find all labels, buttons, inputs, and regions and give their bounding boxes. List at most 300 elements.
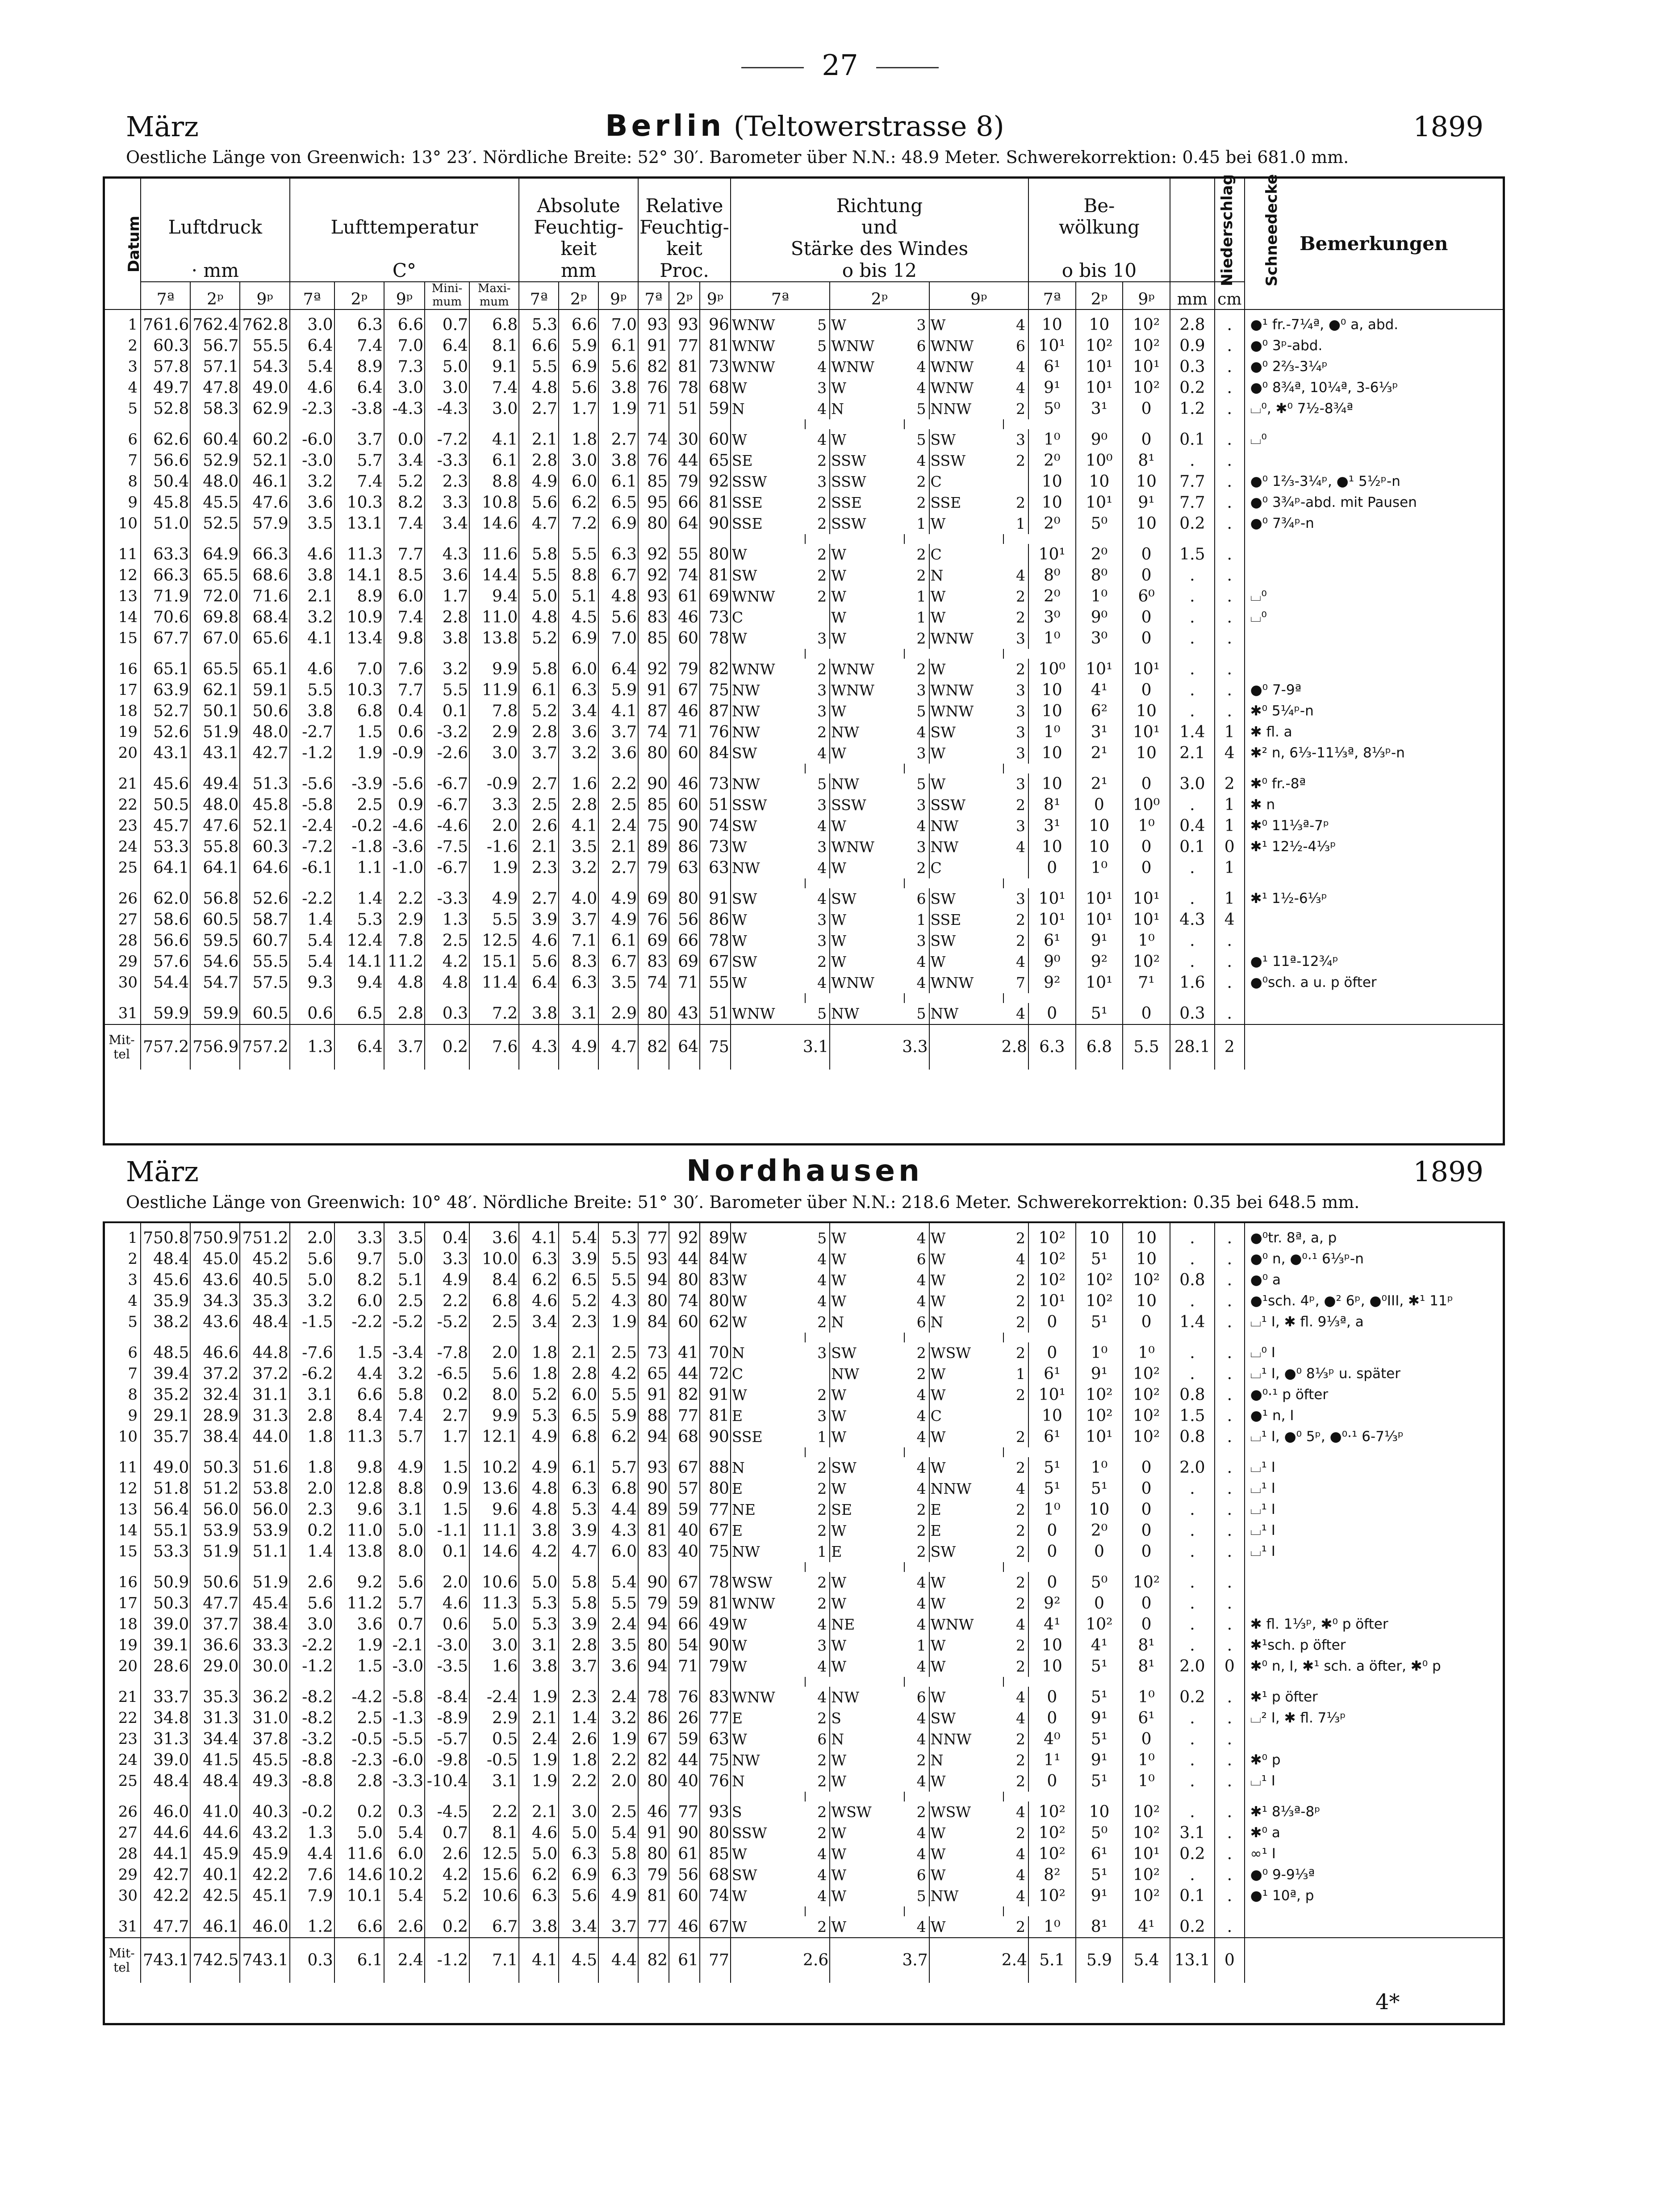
wind-force-9p: 3 bbox=[1003, 815, 1028, 836]
wind-force-9p: 4 bbox=[1003, 1885, 1028, 1906]
remarks: ●⁰tr. 8ª, a, p bbox=[1250, 1230, 1337, 1246]
temp-2p: 6.3 bbox=[334, 309, 384, 335]
temp-max: 10.2 bbox=[469, 1457, 519, 1478]
wind-dir-7a: SSW bbox=[731, 1824, 767, 1842]
cloud-7a: 2⁰ bbox=[1028, 450, 1076, 471]
snow-depth: . bbox=[1215, 1708, 1245, 1729]
wind-dir-2p: W bbox=[831, 1229, 847, 1247]
temp-max: 0.5 bbox=[469, 1729, 519, 1750]
spacer-cell bbox=[1170, 1333, 1215, 1342]
day: 19 bbox=[105, 1635, 141, 1656]
unit-header: mm bbox=[1170, 282, 1215, 309]
remarks: ✱¹ 8⅓ª-8ᵖ bbox=[1250, 1804, 1321, 1820]
wind-dir-9p: E bbox=[930, 1501, 941, 1518]
day: 27 bbox=[105, 909, 141, 930]
wind-dir-7a: W bbox=[731, 1313, 747, 1331]
spacer-cell bbox=[240, 1447, 289, 1457]
wind-dir-9p: W bbox=[930, 1574, 946, 1591]
temp-2p: 9.4 bbox=[334, 972, 384, 993]
cloud-2p: 5¹ bbox=[1076, 1478, 1123, 1499]
cloud-9p: 10² bbox=[1123, 1864, 1170, 1885]
rel-hum-9p: 91 bbox=[700, 888, 731, 909]
cloud-9p: 0 bbox=[1123, 680, 1170, 701]
wind-dir-7a: WSW bbox=[731, 1574, 773, 1591]
pressure-7a: 42.7 bbox=[141, 1864, 190, 1885]
temp-7a: 5.4 bbox=[290, 930, 334, 951]
wind-force-9p: 2 bbox=[1003, 1426, 1028, 1447]
spacer-cell bbox=[105, 1677, 141, 1687]
cloud-2p: 5¹ bbox=[1076, 1687, 1123, 1708]
precipitation: . bbox=[1170, 1572, 1215, 1593]
cloud-9p: 10² bbox=[1123, 1405, 1170, 1426]
spacer-cell bbox=[638, 534, 669, 544]
spacer-cell bbox=[669, 1562, 700, 1572]
cloud-2p: 0 bbox=[1076, 1593, 1123, 1614]
wind-dir-2p: S bbox=[831, 1710, 841, 1727]
cloud-2p: 8⁰ bbox=[1076, 565, 1123, 586]
rel-hum-7a: 85 bbox=[638, 471, 669, 492]
wind-force-7a: 3 bbox=[805, 471, 830, 492]
precipitation: 3.1 bbox=[1170, 1822, 1215, 1843]
temp-min: -8.4 bbox=[425, 1687, 469, 1708]
temp-2p: 1.9 bbox=[334, 743, 384, 764]
rel-hum-7a: 75 bbox=[638, 815, 669, 836]
table-row bbox=[105, 1426, 1503, 1447]
spacer-cell bbox=[904, 1792, 929, 1801]
temp-min: 2.2 bbox=[425, 1291, 469, 1312]
rel-hum-9p: 90 bbox=[700, 1426, 731, 1447]
rel-hum-2p: 77 bbox=[669, 1801, 700, 1822]
abs-hum-9p: 6.1 bbox=[598, 335, 638, 356]
wind-force-2p: 2 bbox=[904, 659, 929, 680]
abs-hum-9p: 6.7 bbox=[598, 565, 638, 586]
temp-2p: 3.7 bbox=[334, 429, 384, 450]
mean-wind-force: 3.1 bbox=[731, 1024, 830, 1070]
spacer-cell bbox=[1215, 764, 1245, 773]
rel-hum-2p: 90 bbox=[669, 1822, 700, 1843]
time-header: 9ᵖ bbox=[929, 282, 1028, 309]
day: 9 bbox=[105, 1405, 141, 1426]
spacer-cell bbox=[805, 534, 830, 544]
spacer-cell bbox=[1028, 1447, 1076, 1457]
remarks bbox=[1245, 1572, 1503, 1593]
spacer-cell bbox=[1215, 1447, 1245, 1457]
precipitation: 1.4 bbox=[1170, 1312, 1215, 1333]
spacer-cell bbox=[290, 1792, 334, 1801]
spacer-cell bbox=[141, 1562, 190, 1572]
cloud-9p: 0 bbox=[1123, 429, 1170, 450]
cloud-7a: 9² bbox=[1028, 1593, 1076, 1614]
wind-force-7a: 2 bbox=[805, 722, 830, 743]
temp-9p: -3.4 bbox=[384, 1342, 425, 1363]
remarks-cell bbox=[1245, 1938, 1503, 1983]
precipitation: 2.0 bbox=[1170, 1656, 1215, 1677]
cloud-7a: 1¹ bbox=[1028, 1750, 1076, 1771]
precipitation: 0.2 bbox=[1170, 377, 1215, 398]
rel-hum-7a: 78 bbox=[638, 1687, 669, 1708]
table-row bbox=[105, 1384, 1503, 1405]
spacer-cell bbox=[700, 1792, 731, 1801]
wind-dir-2p: W bbox=[831, 859, 847, 877]
cloud-9p: 10 bbox=[1123, 1291, 1170, 1312]
cloud-9p: 7¹ bbox=[1123, 972, 1170, 993]
cloud-7a: 10 bbox=[1028, 836, 1076, 857]
rel-hum-7a: 81 bbox=[638, 1520, 669, 1541]
temp-7a: 1.4 bbox=[290, 909, 334, 930]
wind-dir-2p: W bbox=[831, 953, 847, 970]
temp-2p: 6.0 bbox=[334, 1291, 384, 1312]
spacer-cell bbox=[290, 764, 334, 773]
cloud-7a: 0 bbox=[1028, 857, 1076, 878]
abs-hum-2p: 4.5 bbox=[559, 607, 598, 628]
pressure-9p: 62.9 bbox=[240, 398, 289, 419]
abs-hum-9p: 6.9 bbox=[598, 513, 638, 534]
spacer-cell bbox=[105, 649, 141, 659]
day: 12 bbox=[105, 565, 141, 586]
spacer-cell bbox=[334, 993, 384, 1003]
rel-hum-7a: 91 bbox=[638, 1822, 669, 1843]
cloud-2p: 10¹ bbox=[1076, 972, 1123, 993]
day: 21 bbox=[105, 1687, 141, 1708]
abs-hum-2p: 5.6 bbox=[559, 1885, 598, 1906]
temp-2p: 2.5 bbox=[334, 794, 384, 815]
temp-min: -5.2 bbox=[425, 1312, 469, 1333]
temp-7a: -6.2 bbox=[290, 1363, 334, 1384]
spacer-cell bbox=[240, 1677, 289, 1687]
cloud-7a: 1⁰ bbox=[1028, 429, 1076, 450]
cloud-9p: 10 bbox=[1123, 743, 1170, 764]
rel-hum-9p: 70 bbox=[700, 1342, 731, 1363]
precipitation: 0.4 bbox=[1170, 815, 1215, 836]
rel-hum-7a: 83 bbox=[638, 607, 669, 628]
wind-force-2p: 2 bbox=[904, 471, 929, 492]
snow-depth: . bbox=[1215, 1342, 1245, 1363]
mean-value: 6.4 bbox=[334, 1024, 384, 1070]
temp-min: -3.3 bbox=[425, 450, 469, 471]
snow-depth: . bbox=[1215, 309, 1245, 335]
wind-force-7a: 2 bbox=[805, 544, 830, 565]
pressure-9p: 65.1 bbox=[240, 659, 289, 680]
wind-dir-7a: WNW bbox=[731, 660, 775, 678]
rel-hum-2p: 67 bbox=[669, 680, 700, 701]
temp-9p: 7.4 bbox=[384, 513, 425, 534]
temp-min: 3.3 bbox=[425, 492, 469, 513]
remarks: ⌴¹ I bbox=[1250, 1773, 1275, 1789]
precipitation: . bbox=[1170, 1864, 1215, 1885]
temp-max: 3.3 bbox=[469, 794, 519, 815]
precipitation: . bbox=[1170, 586, 1215, 607]
spacer-cell bbox=[1215, 1562, 1245, 1572]
rel-hum-9p: 81 bbox=[700, 335, 731, 356]
temp-max: 8.0 bbox=[469, 1384, 519, 1405]
cloud-7a: 2⁰ bbox=[1028, 513, 1076, 534]
temp-max: 2.5 bbox=[469, 1312, 519, 1333]
wind-force-9p: 4 bbox=[1003, 1843, 1028, 1864]
cloud-9p: 10¹ bbox=[1123, 888, 1170, 909]
wind-force-9p: 2 bbox=[1003, 1771, 1028, 1792]
rel-hum-9p: 74 bbox=[700, 815, 731, 836]
temp-7a: 1.2 bbox=[290, 1916, 334, 1938]
day: 8 bbox=[105, 1384, 141, 1405]
abs-hum-2p: 1.4 bbox=[559, 1708, 598, 1729]
pressure-9p: 60.2 bbox=[240, 429, 289, 450]
wind-dir-2p: W bbox=[831, 1595, 847, 1612]
temp-2p: 12.8 bbox=[334, 1478, 384, 1499]
temp-9p: 0.0 bbox=[384, 429, 425, 450]
temp-9p: -5.6 bbox=[384, 773, 425, 794]
spacer-cell bbox=[638, 1333, 669, 1342]
rel-hum-9p: 73 bbox=[700, 607, 731, 628]
pressure-9p: 45.9 bbox=[240, 1843, 289, 1864]
temp-min: 4.2 bbox=[425, 951, 469, 972]
wind-force-7a bbox=[805, 607, 830, 628]
mean-snow: 2 bbox=[1215, 1024, 1245, 1070]
pressure-7a: 49.0 bbox=[141, 1457, 190, 1478]
day: 12 bbox=[105, 1478, 141, 1499]
pressure-2p: 34.4 bbox=[190, 1729, 240, 1750]
wind-force-2p: 6 bbox=[904, 335, 929, 356]
temp-2p: 7.4 bbox=[334, 471, 384, 492]
remarks: ⌴⁰ bbox=[1250, 431, 1267, 447]
cloud-2p: 10¹ bbox=[1076, 888, 1123, 909]
pressure-9p: 35.3 bbox=[240, 1291, 289, 1312]
spacer-cell bbox=[1028, 878, 1076, 888]
abs-hum-2p: 3.9 bbox=[559, 1614, 598, 1635]
wind-force-7a: 4 bbox=[805, 1864, 830, 1885]
pressure-2p: 54.7 bbox=[190, 972, 240, 993]
spacer-cell bbox=[830, 1447, 904, 1457]
rel-hum-9p: 93 bbox=[700, 1801, 731, 1822]
luftdruck-header: Luftdruck · mm bbox=[141, 179, 290, 282]
pressure-2p: 47.8 bbox=[190, 377, 240, 398]
wind-dir-2p: NW bbox=[831, 1689, 860, 1706]
spacer-cell bbox=[240, 1333, 289, 1342]
spacer-cell bbox=[1076, 1906, 1123, 1916]
temp-9p: 3.5 bbox=[384, 1223, 425, 1249]
pressure-9p: 52.1 bbox=[240, 450, 289, 471]
cloud-7a: 5¹ bbox=[1028, 1457, 1076, 1478]
pressure-2p: 43.1 bbox=[190, 743, 240, 764]
cloud-7a: 10 bbox=[1028, 743, 1076, 764]
remarks: ✱¹ p öfter bbox=[1250, 1689, 1318, 1705]
wind-force-9p: 3 bbox=[1003, 888, 1028, 909]
pressure-9p: 40.3 bbox=[240, 1801, 289, 1822]
rel-hum-7a: 82 bbox=[638, 1750, 669, 1771]
table-row bbox=[105, 398, 1503, 419]
pressure-9p: 44.0 bbox=[240, 1426, 289, 1447]
snow-depth: . bbox=[1215, 1384, 1245, 1405]
cloud-7a: 10 bbox=[1028, 701, 1076, 722]
wind-force-7a: 4 bbox=[805, 1885, 830, 1906]
spacer-cell bbox=[559, 649, 598, 659]
wind-dir-7a: W bbox=[731, 1616, 747, 1633]
abs-hum-2p: 3.5 bbox=[559, 836, 598, 857]
cloud-9p: 10 bbox=[1123, 1249, 1170, 1270]
rel-hum-2p: 64 bbox=[669, 513, 700, 534]
temp-9p: 2.6 bbox=[384, 1916, 425, 1938]
cloud-2p: 9¹ bbox=[1076, 1363, 1123, 1384]
precipitation: . bbox=[1170, 1729, 1215, 1750]
cloud-7a: 2⁰ bbox=[1028, 586, 1076, 607]
time-header: Maxi- mum bbox=[469, 282, 519, 309]
remarks: ●⁰ n, ●⁰·¹ 6⅓ᵖ-n bbox=[1250, 1251, 1364, 1267]
cloud-2p: 5¹ bbox=[1076, 1656, 1123, 1677]
pressure-7a: 48.4 bbox=[141, 1249, 190, 1270]
rel-hum-7a: 74 bbox=[638, 722, 669, 743]
precipitation: . bbox=[1170, 1614, 1215, 1635]
table-row bbox=[105, 377, 1503, 398]
rel-hum-2p: 77 bbox=[669, 335, 700, 356]
day: 7 bbox=[105, 1363, 141, 1384]
temp-min: 4.6 bbox=[425, 1593, 469, 1614]
temp-max: 11.0 bbox=[469, 607, 519, 628]
rel-hum-2p: 54 bbox=[669, 1635, 700, 1656]
abs-hum-2p: 5.9 bbox=[559, 335, 598, 356]
rel-hum-2p: 93 bbox=[669, 309, 700, 335]
temp-9p: 7.7 bbox=[384, 544, 425, 565]
pressure-7a: 48.5 bbox=[141, 1342, 190, 1363]
spacer-cell bbox=[519, 1333, 559, 1342]
wind-dir-7a: W bbox=[731, 1658, 747, 1675]
remarks bbox=[1245, 857, 1503, 878]
rel-hum-7a: 73 bbox=[638, 1342, 669, 1363]
spacer-cell bbox=[1028, 1333, 1076, 1342]
temp-7a: 2.8 bbox=[290, 1405, 334, 1426]
wind-dir-9p: W bbox=[930, 1250, 946, 1268]
precipitation: . bbox=[1170, 607, 1215, 628]
spacer-cell bbox=[334, 878, 384, 888]
spacer-cell bbox=[469, 1333, 519, 1342]
remarks: ●⁰ 7-9ª bbox=[1250, 681, 1302, 698]
spacer-cell bbox=[290, 878, 334, 888]
spacer-cell bbox=[240, 649, 289, 659]
pressure-7a: 45.8 bbox=[141, 492, 190, 513]
wind-dir-9p: SW bbox=[930, 1710, 956, 1727]
pressure-7a: 39.4 bbox=[141, 1363, 190, 1384]
pressure-7a: 63.9 bbox=[141, 680, 190, 701]
remarks bbox=[1245, 450, 1503, 471]
cloud-9p: 10² bbox=[1123, 1822, 1170, 1843]
precipitation: 0.1 bbox=[1170, 836, 1215, 857]
spacer-cell bbox=[598, 534, 638, 544]
cloud-2p: 3⁰ bbox=[1076, 628, 1123, 649]
wind-force-7a: 4 bbox=[805, 743, 830, 764]
wind-force-9p bbox=[1003, 1405, 1028, 1426]
remarks: ●⁰·¹ p öfter bbox=[1250, 1387, 1329, 1403]
cloud-2p: 10¹ bbox=[1076, 659, 1123, 680]
spacer-cell bbox=[425, 1447, 469, 1457]
temp-2p: 6.6 bbox=[334, 1384, 384, 1405]
spacer-cell bbox=[425, 878, 469, 888]
pressure-7a: 70.6 bbox=[141, 607, 190, 628]
cloud-9p: 0 bbox=[1123, 544, 1170, 565]
spacer-cell bbox=[1245, 1677, 1503, 1687]
rel-hum-2p: 60 bbox=[669, 743, 700, 764]
abs-hum-2p: 3.2 bbox=[559, 743, 598, 764]
table-row bbox=[105, 815, 1503, 836]
wind-dir-2p: W bbox=[831, 566, 847, 584]
temp-min: 2.3 bbox=[425, 471, 469, 492]
spacer-cell bbox=[469, 419, 519, 429]
day: 9 bbox=[105, 492, 141, 513]
wind-force-2p: 1 bbox=[904, 909, 929, 930]
abs-hum-7a: 2.6 bbox=[519, 815, 559, 836]
snow-depth: . bbox=[1215, 1635, 1245, 1656]
abs-hum-7a: 2.1 bbox=[519, 1801, 559, 1822]
abs-hum-7a: 3.8 bbox=[519, 1916, 559, 1938]
wind-force-7a: 3 bbox=[805, 930, 830, 951]
temp-7a: -1.2 bbox=[290, 1656, 334, 1677]
table-row bbox=[105, 450, 1503, 471]
table-row bbox=[105, 1223, 1503, 1249]
abs-hum-9p: 3.6 bbox=[598, 1656, 638, 1677]
spacer-cell bbox=[425, 1792, 469, 1801]
time-header: 2ᵖ bbox=[334, 282, 384, 309]
wind-force-9p: 4 bbox=[1003, 1708, 1028, 1729]
snow-depth: . bbox=[1215, 628, 1245, 649]
mean-row bbox=[105, 1938, 1503, 1983]
cloud-7a: 1⁰ bbox=[1028, 628, 1076, 649]
temp-9p: 3.4 bbox=[384, 450, 425, 471]
mean-cloud: 5.9 bbox=[1076, 1938, 1123, 1983]
day: 25 bbox=[105, 857, 141, 878]
cloud-9p: 10⁰ bbox=[1123, 794, 1170, 815]
year-label: 1899 bbox=[1413, 110, 1484, 143]
spacer-cell bbox=[1028, 764, 1076, 773]
wind-dir-2p: WNW bbox=[831, 358, 874, 376]
abs-hum-7a: 2.1 bbox=[519, 429, 559, 450]
pressure-9p: 57.5 bbox=[240, 972, 289, 993]
table-row bbox=[105, 1270, 1503, 1291]
weather-table bbox=[105, 174, 1503, 1070]
pressure-9p: 52.6 bbox=[240, 888, 289, 909]
pressure-2p: 45.5 bbox=[190, 492, 240, 513]
rel-hum-7a: 92 bbox=[638, 659, 669, 680]
pressure-2p: 55.8 bbox=[190, 836, 240, 857]
day: 15 bbox=[105, 1541, 141, 1562]
remarks: ✱⁰ n, I, ✱¹ sch. a öfter, ✱⁰ p bbox=[1250, 1658, 1441, 1674]
spacer-cell bbox=[638, 993, 669, 1003]
spacer-cell bbox=[731, 1906, 805, 1916]
temp-max: 11.9 bbox=[469, 680, 519, 701]
spacer-cell bbox=[290, 649, 334, 659]
temp-max: 9.9 bbox=[469, 1405, 519, 1426]
abs-hum-2p: 5.3 bbox=[559, 1499, 598, 1520]
pressure-2p: 60.4 bbox=[190, 429, 240, 450]
wind-dir-7a: C bbox=[731, 1365, 744, 1383]
pressure-2p: 53.9 bbox=[190, 1520, 240, 1541]
temp-min: 2.5 bbox=[425, 930, 469, 951]
cloud-9p: 10² bbox=[1123, 377, 1170, 398]
temp-2p: 1.5 bbox=[334, 1342, 384, 1363]
wind-force-2p: 2 bbox=[904, 1342, 929, 1363]
abs-hum-9p: 6.1 bbox=[598, 471, 638, 492]
table-row bbox=[105, 680, 1503, 701]
pressure-9p: 42.2 bbox=[240, 1864, 289, 1885]
spacer-cell bbox=[638, 1677, 669, 1687]
day: 22 bbox=[105, 1708, 141, 1729]
spacer-cell bbox=[425, 649, 469, 659]
spacer-cell bbox=[669, 419, 700, 429]
spacer-cell bbox=[1003, 1792, 1028, 1801]
wind-dir-2p: N bbox=[831, 400, 844, 418]
pressure-2p: 44.6 bbox=[190, 1822, 240, 1843]
day: 2 bbox=[105, 1249, 141, 1270]
temp-min: 3.6 bbox=[425, 565, 469, 586]
temp-max: 7.2 bbox=[469, 1003, 519, 1024]
abs-hum-9p: 5.5 bbox=[598, 1593, 638, 1614]
rel-hum-2p: 56 bbox=[669, 909, 700, 930]
